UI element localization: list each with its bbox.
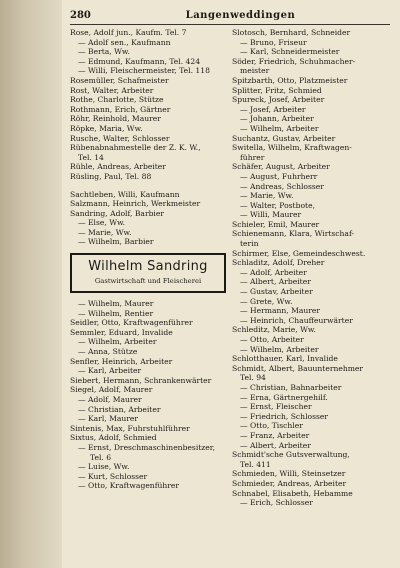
- directory-entry: Suchantz, Gustav, Arbeiter: [232, 133, 336, 143]
- directory-entry: — Willi, Fleischermeister, Tel. 118: [78, 66, 210, 76]
- directory-entry: Siebert, Hermann, Schrankenwärter: [70, 375, 212, 385]
- directory-entry: — Karl, Schneidermeister: [240, 47, 340, 57]
- page-title: Langenweddingen: [185, 9, 296, 21]
- entries-sch-group: [232, 28, 388, 508]
- directory-entry: Rost, Walter, Arbeiter: [70, 85, 154, 95]
- directory-entry: führer: [240, 152, 265, 162]
- directory-entry: Söder, Friedrich, Schuhmacher-: [232, 56, 356, 66]
- directory-entry: — Erna, Gärtnergehilf.: [240, 392, 328, 402]
- directory-entry: Rusche, Walter, Schlosser: [70, 133, 170, 143]
- directory-entry: — Walter, Postbote,: [240, 200, 315, 210]
- directory-entry: Tel. 411: [240, 459, 271, 469]
- directory-entry: Rühle, Andreas, Arbeiter: [70, 162, 166, 172]
- directory-entry: Spureck, Josef, Arbeiter: [232, 95, 325, 105]
- directory-entry: — Anna, Stütze: [78, 347, 138, 357]
- directory-entry: — Ernst, Fleischer: [240, 402, 312, 412]
- directory-entry: — Erich, Schlosser: [240, 498, 313, 508]
- entries-s-group-continued: [70, 299, 226, 491]
- directory-entry: meister: [240, 66, 270, 76]
- directory-entry: Sandring, Adolf, Barbier: [70, 208, 164, 218]
- directory-entry: — Otto, Arbeiter: [240, 335, 304, 344]
- directory-entry: Schirmer, Else, Gemeindeschwest.: [232, 248, 366, 258]
- directory-entry: Sixtus, Adolf, Schmied: [70, 433, 157, 443]
- directory-entry: — Gustav, Arbeiter: [240, 287, 313, 297]
- directory-entry: — Otto, Tischler: [240, 421, 303, 431]
- left-column: [70, 28, 226, 508]
- directory-entry: — Berta, Ww.: [78, 47, 130, 57]
- directory-entry: — Wilhelm, Rentier: [78, 308, 154, 318]
- columns: [70, 28, 390, 508]
- directory-entry: — Adolf, Maurer: [78, 395, 142, 404]
- directory-entry: Switella, Wilhelm, Kraftwagen-: [232, 143, 352, 153]
- directory-entry: Siegel, Adolf, Maurer: [70, 385, 153, 395]
- directory-entry: — Kurt, Schlosser: [78, 471, 148, 481]
- directory-entry: Splitter, Fritz, Schmied: [232, 85, 322, 95]
- directory-entry: Rüsling, Paul, Tel. 88: [70, 171, 152, 181]
- directory-entry: — Johann, Arbeiter: [240, 114, 314, 124]
- directory-entry: — Bruno, Friseur: [240, 37, 307, 47]
- directory-entry: — Otto, Kraftwagenführer: [78, 481, 180, 491]
- directory-entry: — Josef, Arbeiter: [240, 104, 306, 114]
- page-header: [70, 8, 390, 22]
- page-edge-shadow: [0, 0, 62, 568]
- directory-entry: Röpke, Maria, Ww.: [70, 123, 143, 133]
- directory-entry: — Franz, Arbeiter: [240, 430, 310, 440]
- section-gap: [70, 182, 226, 190]
- directory-entry: Schladitz, Adolf, Dreher: [232, 258, 325, 268]
- directory-entry: — Wilhelm, Barbier: [78, 237, 154, 247]
- directory-entry: Spitzbarth, Otto, Platzmeister: [232, 75, 348, 85]
- directory-entry: — Luise, Ww.: [78, 462, 130, 472]
- directory-entry: — Christian, Bahnarbeiter: [240, 382, 342, 392]
- entries-s-group: [70, 190, 226, 248]
- directory-entry: — Karl, Maurer: [78, 414, 139, 424]
- directory-entry: Sachtleben, Willi, Kaufmann: [70, 189, 180, 199]
- directory-entry: — Wilhelm, Arbeiter: [78, 337, 157, 347]
- directory-entry: — Andreas, Schlosser: [240, 181, 324, 191]
- directory-entry: — Adolf sen., Kaufmann: [78, 37, 171, 47]
- directory-entry: Senfler, Heinrich, Arbeiter: [70, 356, 173, 366]
- directory-entry: Semmler, Eduard, Invalide: [70, 327, 173, 337]
- directory-entry: Schmieder, Andreas, Arbeiter: [232, 478, 347, 488]
- directory-entry: — Christian, Arbeiter: [78, 404, 161, 414]
- ad-name: Wilhelm Sandring: [88, 259, 208, 275]
- directory-entry: Tel. 94: [240, 373, 266, 383]
- directory-entry: Schleditz, Marie, Ww.: [232, 325, 316, 335]
- directory-entry: Röhr, Reinhold, Maurer: [70, 114, 161, 124]
- directory-entry: — Adolf, Arbeiter: [240, 267, 307, 277]
- directory-entry: Schieler, Emil, Maurer: [232, 219, 320, 229]
- ad-subtitle: Gastwirtschaft und Fleischerei: [94, 277, 202, 286]
- entries-r-group: [70, 28, 226, 182]
- right-column: [232, 28, 388, 508]
- directory-entry: — Edmund, Kaufmann, Tel. 424: [78, 56, 201, 66]
- directory-entry: Rothe, Charlotte, Stütze: [70, 95, 164, 105]
- directory-entry: — Hermann, Maurer: [240, 306, 321, 316]
- directory-entry: — Willi, Maurer: [240, 210, 302, 220]
- directory-entry: — Wilhelm, Arbeiter: [240, 344, 319, 354]
- directory-entry: Sintenis, Max, Fuhrstuhlführer: [70, 423, 190, 433]
- directory-entry: Schmidt, Albert, Bauunternehmer: [232, 363, 364, 373]
- page-number: 280: [70, 9, 91, 21]
- header-rule: [70, 24, 390, 25]
- directory-entry: — August, Fuhrherr: [240, 171, 318, 181]
- directory-entry: — Grete, Ww.: [240, 296, 293, 306]
- directory-entry: — Marie, Ww.: [240, 191, 294, 201]
- directory-entry: Rosemüller, Schafmeister: [70, 75, 169, 85]
- directory-entry: — Friedrich, Schlosser: [240, 411, 328, 421]
- directory-entry: — Wilhelm, Arbeiter: [240, 123, 319, 133]
- directory-entry: — Heinrich, Chauffeurwärter: [240, 315, 353, 325]
- advertisement-box: [70, 253, 226, 293]
- directory-entry: Seidler, Otto, Kraftwagenführer: [70, 318, 193, 328]
- directory-entry: Tel. 6: [90, 452, 112, 462]
- directory-entry: — Karl, Arbeiter: [78, 366, 142, 376]
- directory-entry: — Ernst, Dreschmaschinenbesitzer,: [78, 442, 216, 452]
- directory-entry: — Wilhelm, Maurer: [78, 299, 154, 309]
- directory-entry: terin: [240, 239, 259, 249]
- directory-entry: — Albert, Arbeiter: [240, 277, 311, 287]
- directory-entry: — Albert, Arbeiter: [240, 440, 311, 450]
- directory-entry: — Else, Ww.: [78, 218, 126, 228]
- directory-entry: Salzmann, Heinrich, Werkmeister: [70, 199, 201, 209]
- directory-entry: Tel. 14: [78, 152, 104, 162]
- directory-entry: Schnabel, Elisabeth, Hebamme: [232, 488, 353, 498]
- directory-entry: Schmidt'sche Gutsverwaltung,: [232, 450, 350, 460]
- directory-entry: Rübenabnahmestelle der Z. K. W.,: [70, 143, 201, 153]
- directory-entry: Rose, Adolf jun., Kaufm. Tel. 7: [70, 28, 187, 37]
- directory-entry: Schmieden, Willi, Steinsetzer: [232, 469, 346, 479]
- directory-entry: — Marie, Ww.: [78, 227, 132, 237]
- directory-entry: Schäfer, August, Arbeiter: [232, 162, 330, 172]
- directory-entry: Slotosch, Bernhard, Schneider: [232, 28, 351, 37]
- directory-entry: Schienemann, Klara, Wirtschaf-: [232, 229, 355, 239]
- directory-entry: Rothmann, Erich, Gärtner: [70, 104, 171, 114]
- directory-entry: Schlotthauer, Karl, Invalide: [232, 354, 338, 364]
